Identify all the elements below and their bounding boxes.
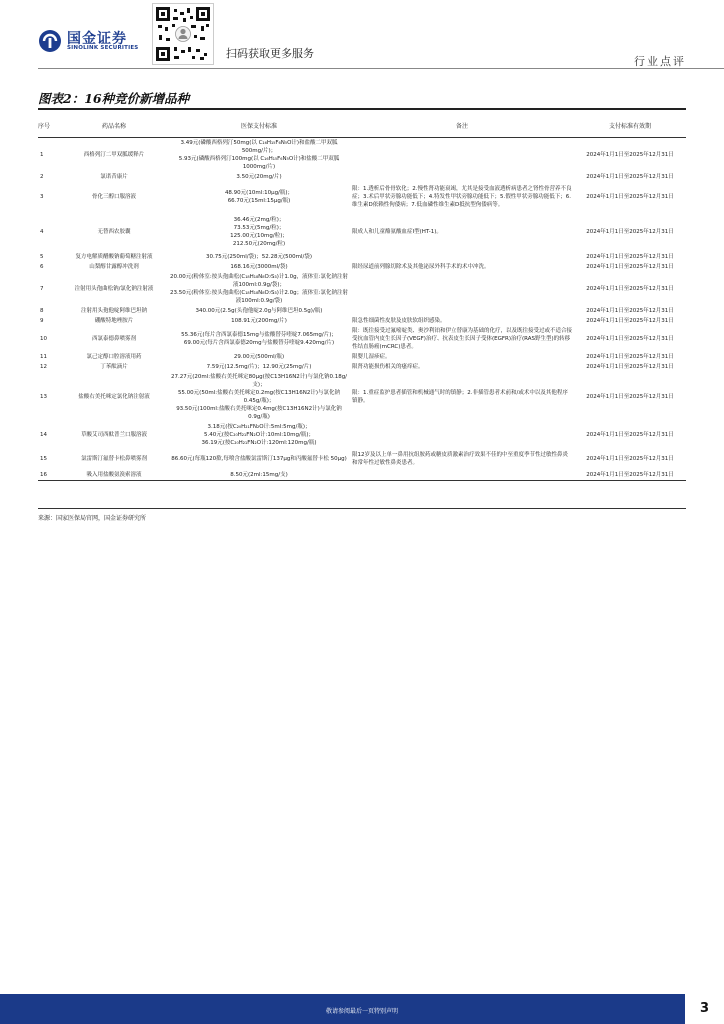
row-payment-standard: 3.18元(按C₂₀H₂₁FN₂O计:5ml:5mg/瓶)； 5.40元(按C₂₀H₂₁FN₂O计:10ml:10mg/瓶)； 36.19元(按C₂₀H₂₁FN₂O计:120ml:120mg/瓶) xyxy=(201,423,317,446)
row-drug-name: 氯雷斯汀氟替卡松鼻喷雾剂 xyxy=(80,455,147,462)
table-row xyxy=(38,137,686,172)
row-validity-period: 2024年1月1日至2025年12月31日 xyxy=(586,363,674,370)
row-validity-period: 2024年1月1日至2025年12月31日 xyxy=(586,151,674,158)
source-divider xyxy=(38,508,686,509)
column-header-remarks: 备注 xyxy=(350,114,574,137)
table-row xyxy=(38,422,686,448)
row-remarks xyxy=(350,172,574,182)
row-number: 15 xyxy=(40,455,47,462)
row-drug-name: 吸入用盐酸氨溴索溶液 xyxy=(60,470,168,481)
row-number: 2 xyxy=(40,173,44,180)
row-drug-name: 氯己定醇口腔溶液用药 xyxy=(86,353,142,360)
row-validity-period: 2024年1月1日至2025年12月31日 xyxy=(586,253,674,260)
table-header-row xyxy=(38,114,686,137)
source-note: 来源：国家医保局官网，国金证券研究所 xyxy=(38,515,147,522)
company-logo xyxy=(38,28,148,54)
table-row xyxy=(38,326,686,352)
row-number: 4 xyxy=(40,228,44,235)
table-row xyxy=(38,362,686,372)
report-category-label: 行业点评 xyxy=(634,55,686,68)
logo-english-name: SINOLINK SECURITIES xyxy=(67,45,139,51)
row-number: 1 xyxy=(40,151,44,158)
row-drug-name: 无替西农胶囊 xyxy=(97,228,131,235)
header-divider xyxy=(38,68,724,69)
row-number: 11 xyxy=(40,353,47,360)
row-validity-period: 2024年1月1日至2025年12月31日 xyxy=(586,353,674,360)
row-number: 3 xyxy=(40,193,44,200)
row-drug-name: 西格列汀二甲双胍缓释片 xyxy=(83,151,145,158)
table-row xyxy=(38,372,686,422)
row-remarks: 限：1.重症监护患者插管和机械通气时的镇静；2.非插管患者术前和/或术中以及其他程序镇静。 xyxy=(352,389,568,404)
table-row xyxy=(38,212,686,252)
table-row xyxy=(38,316,686,326)
table-row xyxy=(38,352,686,362)
row-payment-standard: 168.16元(3000ml/袋) xyxy=(230,263,288,270)
row-validity-period: 2024年1月1日至2025年12月31日 xyxy=(586,173,674,180)
row-payment-standard: 48.90元(10ml:10μg/瓶)； 66.70元(15ml:15μg/瓶) xyxy=(224,189,294,204)
row-remarks xyxy=(350,422,574,448)
row-drug-name: 氯诺昔康片 xyxy=(100,173,128,180)
row-number: 7 xyxy=(40,285,44,292)
table-row xyxy=(38,262,686,272)
row-number: 16 xyxy=(38,470,60,481)
table-row xyxy=(38,252,686,262)
page-number-box xyxy=(685,994,724,1024)
title-divider xyxy=(38,108,686,110)
row-number: 8 xyxy=(40,307,44,314)
row-validity-period: 2024年1月1日至2025年12月31日 xyxy=(586,455,674,462)
row-number: 9 xyxy=(40,317,44,324)
column-header-drug-name: 药品名称 xyxy=(60,114,168,137)
row-validity-period: 2024年1月1日至2025年12月31日 xyxy=(586,317,674,324)
drug-price-table xyxy=(38,114,686,481)
row-validity-period: 2024年1月1日至2025年12月31日 xyxy=(586,431,674,438)
row-remarks xyxy=(350,137,574,172)
row-drug-name: 盐酸右美托咪定氯化钠注射液 xyxy=(78,393,150,400)
row-payment-standard: 27.27元(20ml:盐酸右美托咪定80μg(按C13H16N2计)与氯化钠0.18g/支)； 55.00元(50ml:盐酸右美托咪定0.2mg(按C13H16N2计)与氯化钠0.45g/瓶)； 93.50元(100ml:盐酸右美托咪定0.4mg(按C13H16N2计)与氯化钠0.9g/瓶) xyxy=(170,373,348,420)
row-payment-standard: 108.91元(200mg/片) xyxy=(231,317,287,324)
row-drug-name: 硼酸特地唑胺片 xyxy=(94,317,134,324)
row-validity-period: 2024年1月1日至2025年12月31日 xyxy=(586,393,674,400)
row-remarks: 限12岁及以上单一鼻用抗组胺药或糖皮质激素治疗效果不佳的中至重度季节性过敏性鼻炎和常年性过敏性鼻炎患者。 xyxy=(352,451,569,466)
sinolink-logo-icon xyxy=(38,29,62,53)
column-header-number: 序号 xyxy=(38,114,60,137)
table-row xyxy=(38,448,686,470)
row-drug-name: 草酸艾司西酞普兰口服溶液 xyxy=(80,431,147,438)
row-payment-standard: 3.49元(磷酸西格列汀50mg(以 C₁₆H₁₅F₆N₅O计)和盐酸二甲双胍 500mg/片)； 5.93元(磷酸西格列汀100mg(以 C₁₆H₁₅F₆N₅O计)和盐酸二甲双胍1000mg/片) xyxy=(178,139,340,170)
row-number: 14 xyxy=(40,431,47,438)
row-payment-standard: 55.36元(每片含西氯泰德15mg与盐酸替芬喹啶7.065mg/片)； 69.00元(每片含西氯泰德20mg与盐酸替芬喹啶9.420mg/片) xyxy=(181,331,337,346)
table-title: 图表2：16种竞价新增品种 xyxy=(38,91,190,106)
row-drug-name: 复方电解质醋酸钠葡萄糖注射液 xyxy=(75,253,153,260)
row-payment-standard: 8.50元(2ml:15mg/支) xyxy=(168,470,350,481)
row-payment-standard: 29.00元(500ml/瓶) xyxy=(233,353,285,360)
row-remarks: 限：既往接受过氟嘧啶类、奥沙利铂和伊立替康为基础的化疗，以及既往接受过或不适合接受抗血管内皮生长因子(VEGF)治疗、抗表皮生长因子受体(EGFR)治疗(RAS野生型)的转移性结直肠癌(mCRC)患者。 xyxy=(352,327,573,350)
row-drug-name: 西氯泰德鼻喷雾剂 xyxy=(91,335,136,342)
row-remarks xyxy=(350,252,574,262)
footer-disclaimer[interactable]: 敬请参阅最后一页特别声明 xyxy=(325,1008,398,1015)
row-remarks xyxy=(350,470,574,481)
row-remarks: 限：1.透析后骨骨软化；2.慢性肾功能衰竭，尤其是接受血液透析病患者之肾性骨营养不良症；3.术后甲状旁腺功能低下；4.特发性甲状旁腺功能低下；5.假性甲状旁腺功能低下；6.维生素D依赖性佝偻病；7.低血磷性维生素D抵抗型佝偻病等。 xyxy=(352,185,572,208)
row-payment-standard: 340.00元(2.5g(头孢他啶2.0g与阿维巴坦0.5g)/瓶) xyxy=(195,307,323,314)
row-validity-period: 2024年1月1日至2025年12月31日 xyxy=(586,335,674,342)
page-header xyxy=(0,0,724,68)
row-number: 5 xyxy=(40,253,44,260)
row-validity-period: 2024年1月1日至2025年12月31日 xyxy=(586,285,674,292)
row-payment-standard: 86.60元(每瓶120揿,每喷含盐酸氯雷斯汀137μg和丙酸氟替卡松 50μg) xyxy=(171,455,347,462)
row-validity-period: 2024年1月1日至2025年12月31日 xyxy=(586,307,674,314)
row-remarks xyxy=(350,306,574,316)
row-number: 12 xyxy=(40,363,47,370)
row-payment-standard: 7.59元(12.5mg/片)；12.90元(25mg/片) xyxy=(206,363,312,370)
column-header-validity-period: 支付标准有效期 xyxy=(574,114,686,137)
table-row xyxy=(38,182,686,212)
row-number: 10 xyxy=(40,335,47,342)
row-remarks: 限婴儿湿疹症。 xyxy=(352,353,391,360)
table-row xyxy=(38,470,686,481)
row-drug-name: 丁苯酞滴片 xyxy=(100,363,128,370)
row-validity-period: 2024年1月1日至2025年12月31日 xyxy=(586,228,674,235)
row-validity-period: 2024年1月1日至2025年12月31日 xyxy=(574,470,686,481)
row-drug-name: 骨化三醇口服溶液 xyxy=(91,193,136,200)
table-row xyxy=(38,172,686,182)
table-row xyxy=(38,272,686,306)
row-payment-standard: 20.00元(粉体室:按头孢曲松(C₁₈H₁₈N₈O₇S₃)计1.0g，液体室:氯化钠注射液100ml:0.9g/袋)； 23.50元(粉体室:按头孢曲松(C₁₈H₁₈N₈O₇S₃)计2.0g；液体室:氯化钠注射液100ml:0.9g/袋) xyxy=(170,273,348,304)
qr-caption: 扫码获取更多服务 xyxy=(226,47,314,60)
row-remarks xyxy=(350,272,574,306)
logo-chinese-name: 国金证券 xyxy=(67,31,127,47)
row-payment-standard: 30.75元(250ml/袋)；52.28元(500ml/袋) xyxy=(205,253,313,260)
qr-code-icon xyxy=(156,7,210,61)
row-validity-period: 2024年1月1日至2025年12月31日 xyxy=(586,193,674,200)
row-remarks: 限肾功能损伤相关的瘙痒症。 xyxy=(352,363,424,370)
row-number: 13 xyxy=(40,393,47,400)
row-drug-name: 注射用头孢他啶阿维巴坦钠 xyxy=(80,307,147,314)
table-body xyxy=(38,137,686,481)
page-number: 3 xyxy=(699,1001,710,1016)
row-validity-period: 2024年1月1日至2025年12月31日 xyxy=(586,263,674,270)
column-header-payment-standard: 医保支付标准 xyxy=(168,114,350,137)
row-payment-standard: 36.46元(2mg/粒)； 73.53元(5mg/粒)； 125.00元(10mg/粒)； 212.50元(20mg/粒) xyxy=(230,216,288,247)
row-remarks: 限成人和儿童酪氨酸血症Ⅰ型(HT-1)。 xyxy=(352,228,442,235)
table-row xyxy=(38,306,686,316)
qr-code[interactable] xyxy=(152,3,214,65)
row-remarks: 限急性细菌性皮肤及皮肤软组织感染。 xyxy=(352,317,446,324)
row-remarks: 限经尿道前列腺切除术及其他泌尿外科手术的术中冲洗。 xyxy=(352,263,490,270)
row-drug-name: 山梨醇甘露醇冲洗剂 xyxy=(89,263,139,270)
row-drug-name: 注射用头孢曲松钠/氯化钠注射液 xyxy=(74,285,154,292)
row-number: 6 xyxy=(40,263,44,270)
row-payment-standard: 3.50元(20mg/片) xyxy=(236,173,282,180)
